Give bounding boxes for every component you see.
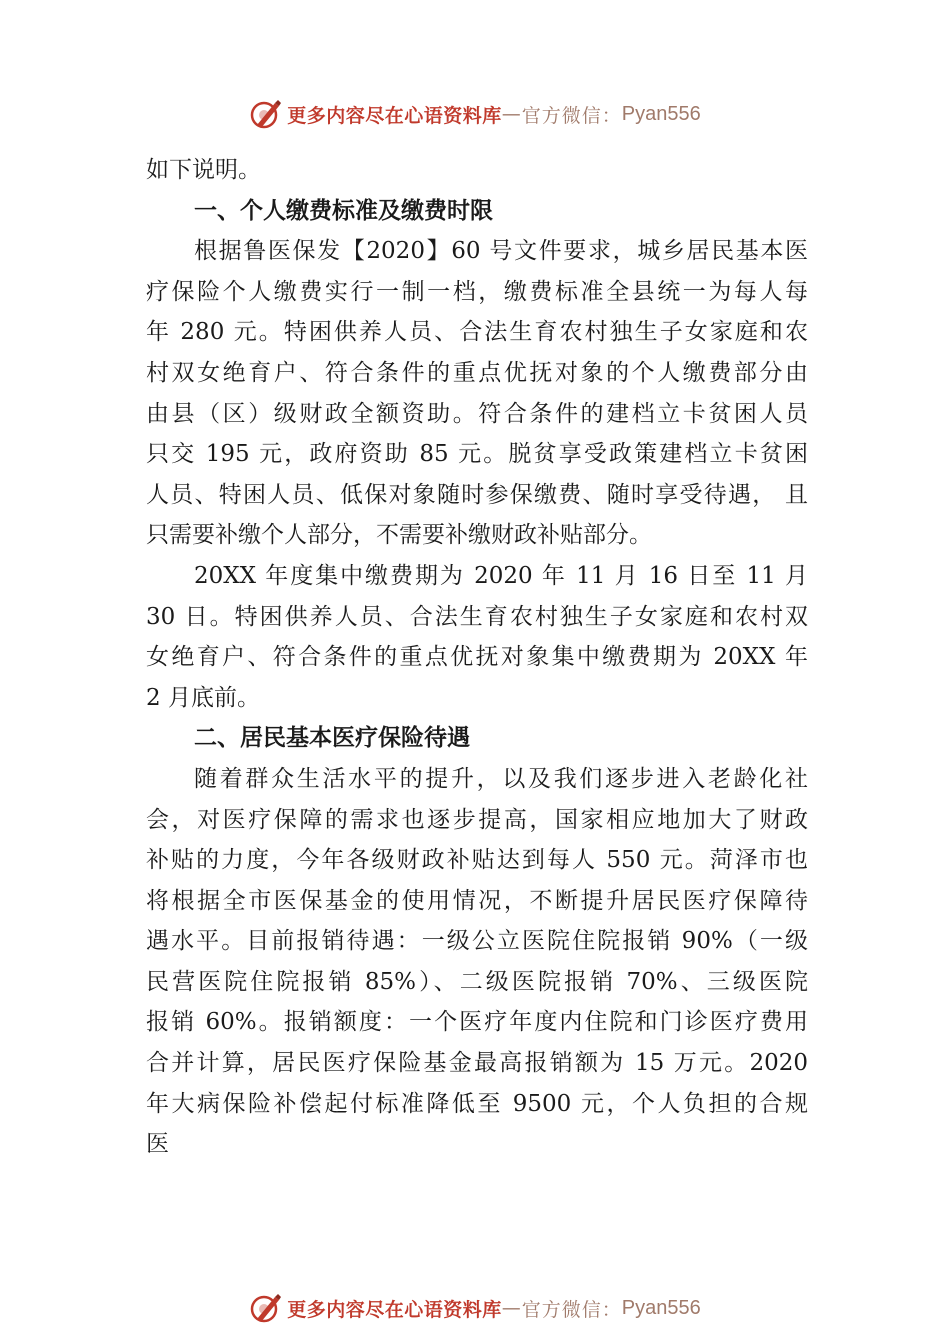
watermark-separator: — (501, 1297, 522, 1319)
body-line: 由县（区）级财政全额资助。符合条件的建档立卡贫困人员 (146, 400, 808, 427)
watermark-banner-top (0, 96, 950, 132)
watermark-id: Pyan556 (621, 1296, 701, 1319)
pen-seal-icon (249, 1291, 283, 1325)
body-line: 年 280 元。特困供养人员、合法生育农村独生子女家庭和农 (146, 319, 808, 346)
body-line: 医 (146, 1131, 169, 1158)
body-line: 疗保险个人缴费实行一制一档，缴费标准全县统一为每人每 (146, 278, 808, 305)
watermark-main-text: 更多内容尽在心语资料库 (287, 1298, 502, 1321)
body-line: 补贴的力度，今年各级财政补贴达到每人 550 元。菏泽市也 (146, 847, 808, 874)
watermark-separator: — (501, 103, 522, 125)
watermark-banner-bottom (0, 1290, 950, 1326)
body-line: 30 日。特困供养人员、合法生育农村独生子女家庭和农村双 (146, 603, 808, 630)
body-line: 随着群众生活水平的提升，以及我们逐步进入老龄化社 (194, 765, 808, 792)
body-line: 只交 195 元，政府资助 85 元。脱贫享受政策建档立卡贫困 (146, 441, 808, 468)
pen-seal-icon (249, 97, 283, 131)
body-line: 报销 60%。报销额度：一个医疗年度内住院和门诊医疗费用 (146, 1009, 808, 1036)
body-line: 根据鲁医保发【2020】60 号文件要求，城乡居民基本医 (194, 238, 808, 265)
body-line: 如下说明。 (146, 157, 261, 183)
body-line: 合并计算，居民医疗保险基金最高报销额为 15 万元。2020 (146, 1050, 808, 1077)
body-line: 民营医院住院报销 85%）、二级医院报销 70%、三级医院 (146, 968, 808, 995)
watermark-id: Pyan556 (621, 102, 701, 125)
body-line: 女绝育户、符合条件的重点优抚对象集中缴费期为 20XX 年 (146, 644, 808, 671)
watermark-main-text: 更多内容尽在心语资料库 (287, 104, 502, 127)
body-line: 只需要补缴个人部分，不需要补缴财政补贴部分。 (146, 522, 652, 549)
body-line: 人员、特困人员、低保对象随时参保缴费、随时享受待遇， 且 (146, 481, 808, 508)
section-heading-2: 二、居民基本医疗保险待遇 (194, 725, 470, 752)
body-line: 2 月底前。 (146, 684, 260, 711)
body-line: 20XX 年度集中缴费期为 2020 年 11 月 16 日至 11 月 (194, 562, 808, 589)
section-heading-1: 一、个人缴费标准及缴费时限 (194, 197, 493, 224)
watermark-label: 官方微信： (521, 104, 622, 127)
watermark-label: 官方微信： (521, 1298, 622, 1321)
body-line: 会，对医疗保障的需求也逐步提高，国家相应地加大了财政 (146, 806, 808, 833)
document-body (146, 150, 808, 1165)
body-line: 村双女绝育户、符合条件的重点优抚对象的个人缴费部分由 (146, 359, 808, 386)
body-line: 将根据全市医保基金的使用情况，不断提升居民医疗保障待 (146, 887, 808, 914)
body-line: 年大病保险补偿起付标准降低至 9500 元，个人负担的合规 (146, 1090, 808, 1117)
body-line: 遇水平。目前报销待遇：一级公立医院住院报销 90%（一级 (146, 928, 808, 955)
